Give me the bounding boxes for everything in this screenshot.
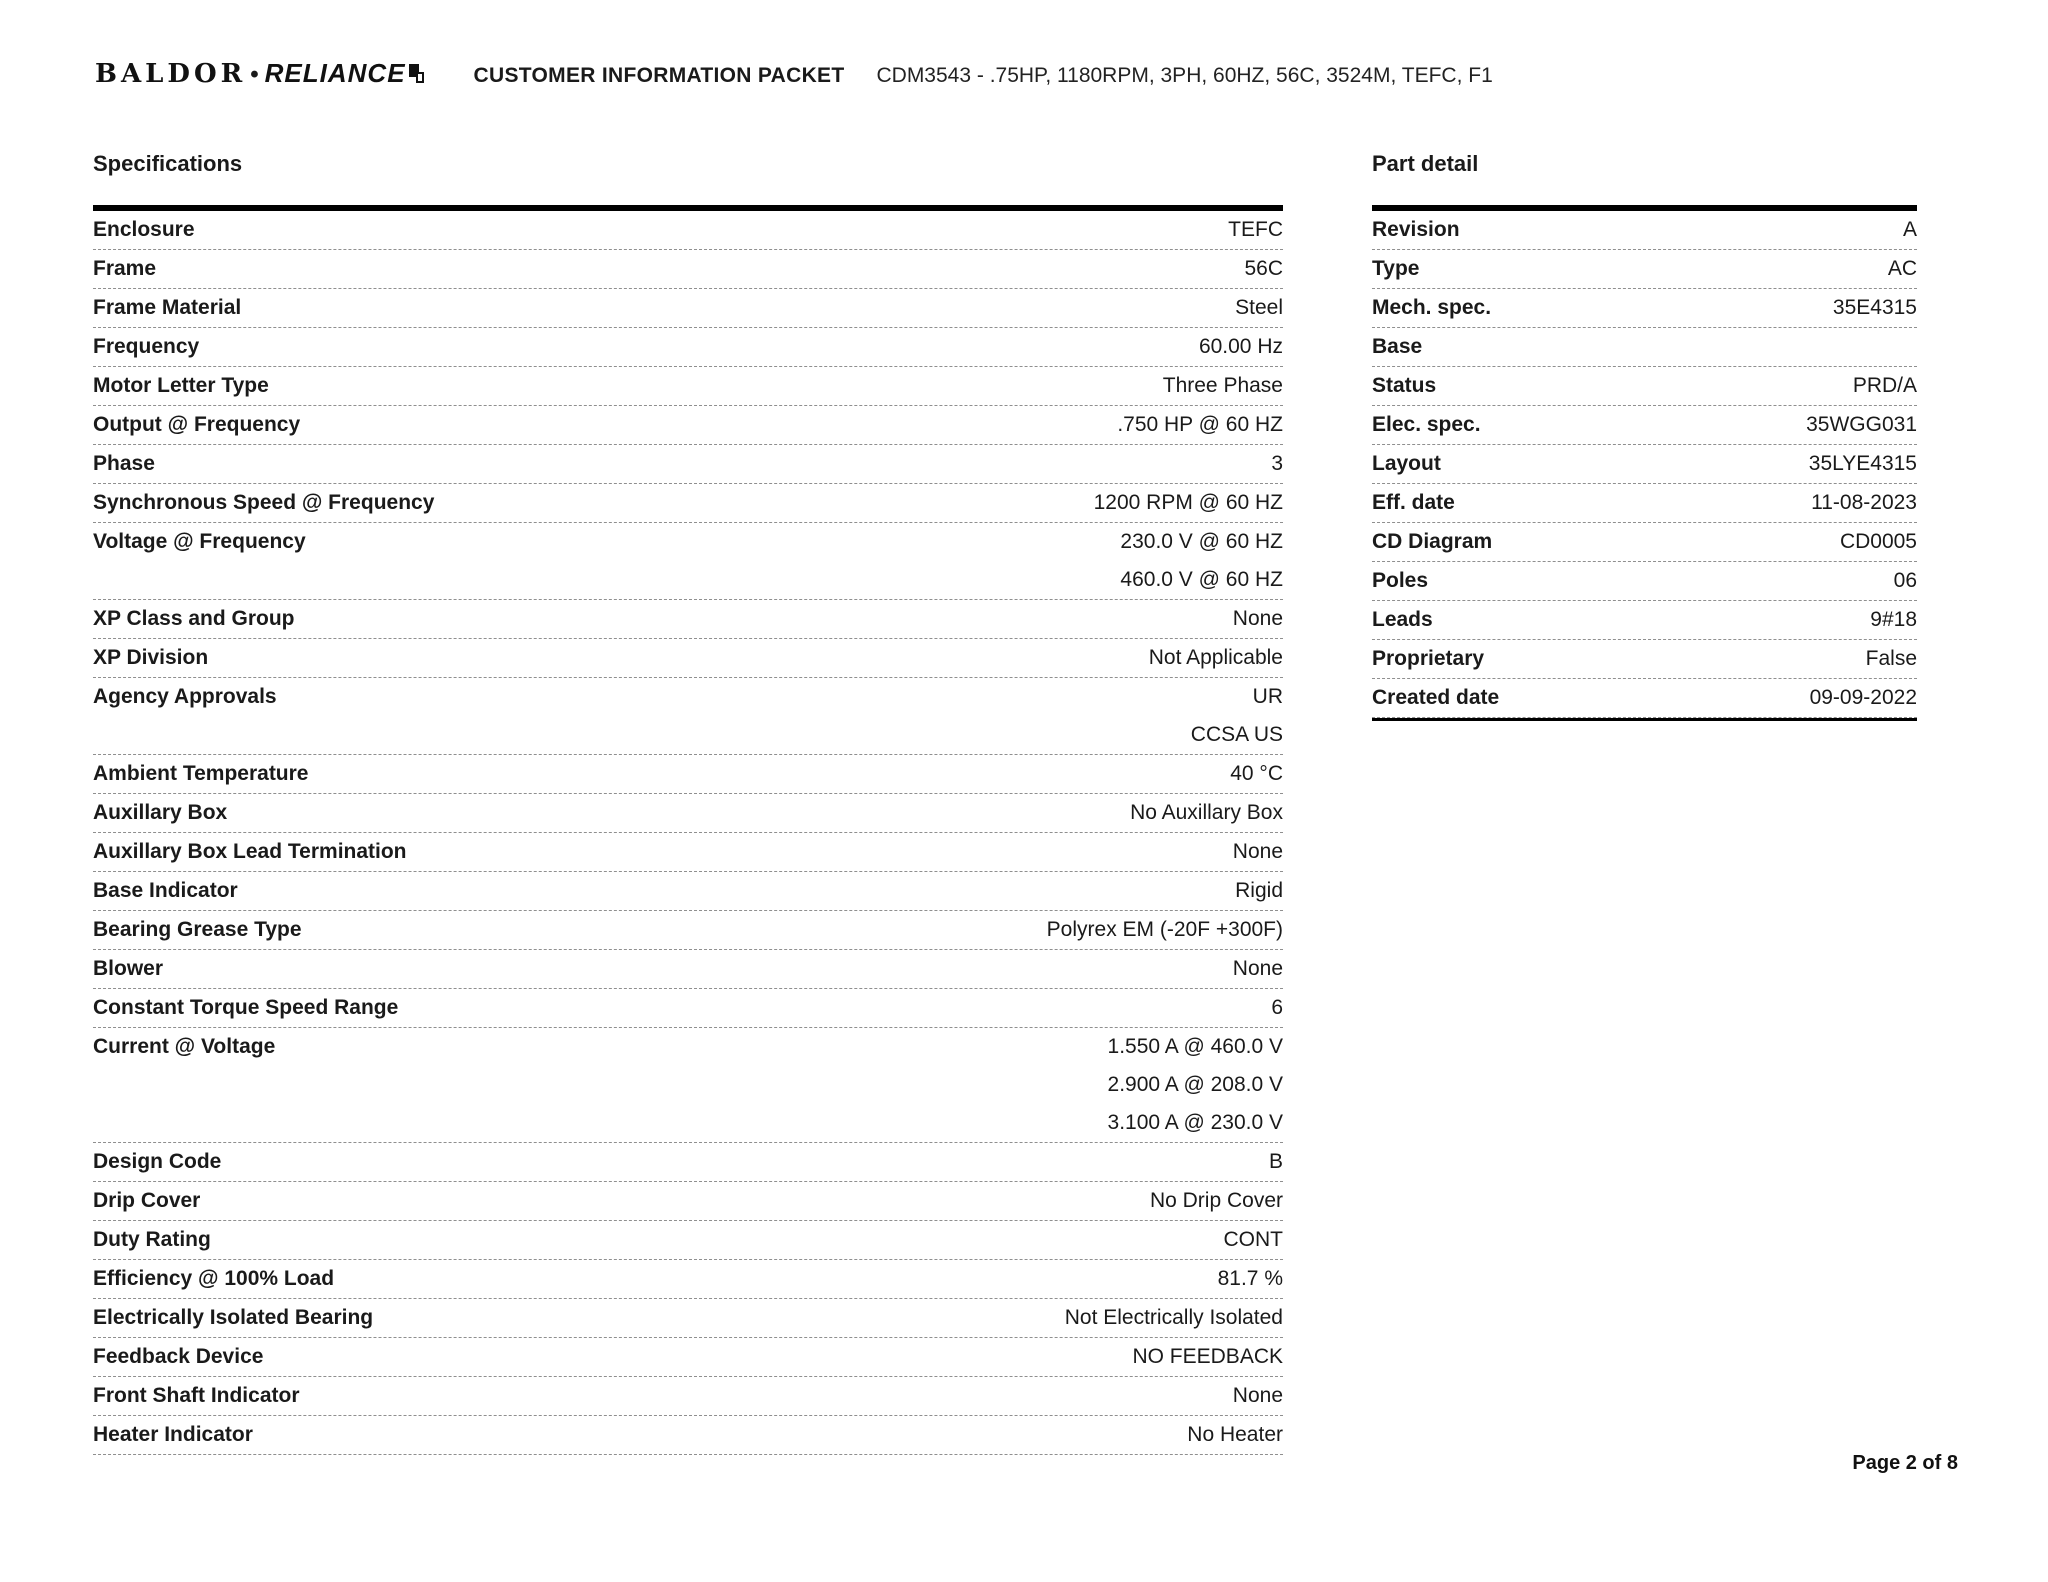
part-detail-row	[1372, 640, 1917, 679]
value-line: 6	[1271, 996, 1283, 1019]
spec-row-label: Frequency	[93, 335, 200, 358]
spec-row	[93, 406, 1283, 445]
value-line: CCSA US	[1190, 723, 1283, 746]
part-detail-row	[1372, 484, 1917, 523]
value-line: 06	[1893, 569, 1917, 592]
spec-row-label: Drip Cover	[93, 1189, 201, 1212]
value-line: UR	[1252, 685, 1283, 708]
spec-row-label: Efficiency @ 100% Load	[93, 1267, 335, 1290]
part-detail-row-value	[1894, 562, 1917, 600]
value-line: 1200 RPM @ 60 HZ	[1093, 491, 1283, 514]
spec-row-value	[1199, 328, 1283, 366]
part-detail-row-label: Base	[1372, 335, 1423, 358]
spec-row	[93, 872, 1283, 911]
spec-row-label: Front Shaft Indicator	[93, 1384, 300, 1407]
spec-row	[93, 911, 1283, 950]
spec-row	[93, 328, 1283, 367]
spec-row-value	[1271, 989, 1283, 1027]
trademark-icon	[409, 64, 424, 83]
spec-row-label: Base Indicator	[93, 879, 238, 902]
part-detail-row-label: Mech. spec.	[1372, 296, 1492, 319]
spec-row	[93, 250, 1283, 289]
part-detail-row-value	[1806, 406, 1917, 444]
value-line: 35E4315	[1832, 296, 1917, 319]
spec-row-value	[1132, 1338, 1283, 1376]
spec-row-value	[1230, 755, 1283, 793]
spec-row-label: Auxillary Box Lead Termination	[93, 840, 407, 863]
spec-row	[93, 367, 1283, 406]
value-line: 230.0 V @ 60 HZ	[1120, 530, 1283, 553]
spec-row-value	[1130, 794, 1283, 832]
value-line: No Heater	[1187, 1423, 1283, 1446]
spec-row	[93, 211, 1283, 250]
value-line: None	[1232, 607, 1283, 630]
spec-row-label: Constant Torque Speed Range	[93, 996, 399, 1019]
spec-row-value	[1108, 1028, 1283, 1142]
part-detail-row	[1372, 328, 1917, 367]
spec-row	[93, 523, 1283, 600]
spec-row-label: Blower	[93, 957, 164, 980]
value-line: None	[1232, 1384, 1283, 1407]
spec-row	[93, 989, 1283, 1028]
part-detail-row	[1372, 250, 1917, 289]
value-line: PRD/A	[1852, 374, 1917, 397]
spec-row-value	[1235, 289, 1283, 327]
spec-row	[93, 639, 1283, 678]
spec-row-value	[1191, 678, 1283, 754]
spec-row	[93, 1028, 1283, 1143]
value-line: 35LYE4315	[1808, 452, 1917, 475]
value-line: 3	[1271, 452, 1283, 475]
page-header	[95, 58, 1958, 89]
value-line: 60.00 Hz	[1198, 335, 1283, 358]
spec-row	[93, 600, 1283, 639]
brand-baldor-text: BALDOR	[95, 59, 247, 89]
part-detail-row	[1372, 367, 1917, 406]
value-line: 2.900 A @ 208.0 V	[1107, 1073, 1283, 1096]
value-line: TEFC	[1228, 218, 1283, 241]
spec-row	[93, 1260, 1283, 1299]
spec-row-label: Frame	[93, 257, 157, 280]
part-detail-row-label: Leads	[1372, 608, 1433, 631]
value-line: CD0005	[1839, 530, 1917, 553]
part-detail-row-value	[1809, 445, 1917, 483]
spec-row	[93, 445, 1283, 484]
spec-row-value	[1233, 833, 1283, 871]
spec-row	[93, 1338, 1283, 1377]
spec-row-label: Ambient Temperature	[93, 762, 309, 785]
value-line: 35WGG031	[1806, 413, 1917, 436]
spec-row-value	[1149, 639, 1283, 677]
part-detail-title: Part detail	[1372, 151, 1479, 176]
value-line: No Auxillary Box	[1130, 801, 1283, 824]
spec-row-value	[1094, 484, 1283, 522]
part-detail-row-label: Poles	[1372, 569, 1429, 592]
value-line: Polyrex EM (-20F +300F)	[1046, 918, 1283, 941]
part-detail-section	[1372, 152, 1917, 721]
part-detail-row-value	[1888, 250, 1917, 288]
part-detail-table	[1372, 211, 1917, 718]
spec-row-label: Synchronous Speed @ Frequency	[93, 491, 435, 514]
spec-row-label: Frame Material	[93, 296, 242, 319]
value-line: Three Phase	[1162, 374, 1283, 397]
spec-row	[93, 1182, 1283, 1221]
spec-row-label: Auxillary Box	[93, 801, 228, 824]
part-detail-row-label: Revision	[1372, 218, 1460, 241]
part-detail-row	[1372, 601, 1917, 640]
spec-row-value	[1233, 600, 1283, 638]
spec-row	[93, 950, 1283, 989]
spec-row	[93, 833, 1283, 872]
specifications-section	[93, 152, 1283, 1455]
spec-row-label: Current @ Voltage	[93, 1035, 276, 1058]
spec-row-label: Voltage @ Frequency	[93, 530, 306, 553]
spec-row-value	[1163, 367, 1283, 405]
value-line: 56C	[1244, 257, 1283, 280]
spec-row-value	[1218, 1260, 1283, 1298]
spec-row-label: XP Class and Group	[93, 607, 295, 630]
spec-row	[93, 794, 1283, 833]
spec-row-value	[1224, 1221, 1284, 1259]
spec-row	[93, 678, 1283, 755]
specifications-table	[93, 211, 1283, 1455]
part-detail-row-label: Proprietary	[1372, 647, 1485, 670]
spec-row	[93, 1143, 1283, 1182]
spec-row-value	[1235, 872, 1283, 910]
brand-separator-dot: •	[250, 61, 259, 88]
spec-row-value	[1228, 211, 1283, 249]
part-detail-row	[1372, 211, 1917, 250]
value-line: 11-08-2023	[1811, 491, 1917, 514]
spec-row-label: Agency Approvals	[93, 685, 277, 708]
spec-row-value	[1187, 1416, 1283, 1454]
value-line: NO FEEDBACK	[1132, 1345, 1283, 1368]
part-detail-row-label: CD Diagram	[1372, 530, 1493, 553]
part-detail-row	[1372, 445, 1917, 484]
spec-row-value	[1269, 1143, 1283, 1181]
part-detail-row-label: Type	[1372, 257, 1420, 280]
part-detail-row-label: Layout	[1372, 452, 1441, 475]
part-detail-row-value	[1870, 601, 1917, 639]
part-detail-row	[1372, 523, 1917, 562]
spec-row-value	[1233, 1377, 1283, 1415]
part-detail-row-value	[1853, 367, 1917, 405]
spec-row	[93, 484, 1283, 523]
spec-row-label: Feedback Device	[93, 1345, 264, 1368]
value-line: 3.100 A @ 230.0 V	[1107, 1111, 1283, 1134]
spec-row-label: Heater Indicator	[93, 1423, 253, 1446]
spec-row-value	[1271, 445, 1283, 483]
value-line: 09-09-2022	[1809, 686, 1917, 709]
value-line: 1.550 A @ 460.0 V	[1107, 1035, 1283, 1058]
value-line: CONT	[1223, 1228, 1283, 1251]
value-line: AC	[1887, 257, 1917, 280]
spec-row-value	[1233, 950, 1283, 988]
spec-row-label: Duty Rating	[93, 1228, 211, 1251]
part-detail-row-value	[1833, 289, 1917, 327]
part-detail-row-value	[1866, 640, 1917, 678]
part-detail-row	[1372, 406, 1917, 445]
spec-row	[93, 755, 1283, 794]
spec-row-label: XP Division	[93, 646, 209, 669]
value-line: None	[1232, 840, 1283, 863]
value-line: Not Electrically Isolated	[1064, 1306, 1283, 1329]
value-line: A	[1902, 218, 1917, 241]
product-code: CDM3543 - .75HP, 1180RPM, 3PH, 60HZ, 56C, 3524M, TEFC, F1	[876, 64, 1493, 87]
part-detail-row	[1372, 289, 1917, 328]
spec-row-label: Design Code	[93, 1150, 222, 1173]
part-detail-row-label: Elec. spec.	[1372, 413, 1481, 436]
part-detail-row-value	[1840, 523, 1917, 561]
value-line: None	[1232, 957, 1283, 980]
spec-row-value	[1065, 1299, 1283, 1337]
part-detail-row-value	[1903, 211, 1917, 249]
spec-row	[93, 1299, 1283, 1338]
spec-row-label: Phase	[93, 452, 155, 475]
spec-row	[93, 1416, 1283, 1455]
spec-row-label: Output @ Frequency	[93, 413, 301, 436]
document-title: CUSTOMER INFORMATION PACKET	[473, 64, 845, 87]
spec-row-value	[1120, 523, 1283, 599]
spec-row-label: Enclosure	[93, 218, 195, 241]
spec-row-value	[1047, 911, 1283, 949]
spec-row	[93, 1377, 1283, 1416]
value-line: No Drip Cover	[1149, 1189, 1283, 1212]
spec-row-label: Motor Letter Type	[93, 374, 269, 397]
part-detail-row	[1372, 562, 1917, 601]
part-detail-end-rule	[1372, 718, 1917, 721]
part-detail-row-label: Created date	[1372, 686, 1500, 709]
part-detail-row-label: Eff. date	[1372, 491, 1455, 514]
spec-row-label: Bearing Grease Type	[93, 918, 302, 941]
page-number: Page 2 of 8	[1852, 1452, 1958, 1474]
part-detail-row-label: Status	[1372, 374, 1437, 397]
part-detail-row	[1372, 679, 1917, 718]
specifications-title: Specifications	[93, 151, 243, 176]
value-line: B	[1268, 1150, 1283, 1173]
value-line: Not Applicable	[1148, 646, 1283, 669]
spec-row-value	[1244, 250, 1283, 288]
part-detail-row-value	[1810, 679, 1917, 717]
value-line: 460.0 V @ 60 HZ	[1120, 568, 1283, 591]
value-line: Steel	[1235, 296, 1283, 319]
part-detail-row-value	[1811, 484, 1917, 522]
brand-reliance-text: RELIANCE	[264, 58, 406, 88]
spec-row	[93, 289, 1283, 328]
value-line: 40 °C	[1230, 762, 1283, 785]
value-line: Rigid	[1235, 879, 1283, 902]
value-line: 81.7 %	[1217, 1267, 1283, 1290]
baldor-reliance-logo	[95, 58, 424, 89]
value-line: 9#18	[1870, 608, 1917, 631]
spec-row-value	[1150, 1182, 1283, 1220]
spec-row-value	[1117, 406, 1283, 444]
spec-row-label: Electrically Isolated Bearing	[93, 1306, 374, 1329]
value-line: False	[1865, 647, 1917, 670]
value-line: .750 HP @ 60 HZ	[1117, 413, 1283, 436]
spec-row	[93, 1221, 1283, 1260]
